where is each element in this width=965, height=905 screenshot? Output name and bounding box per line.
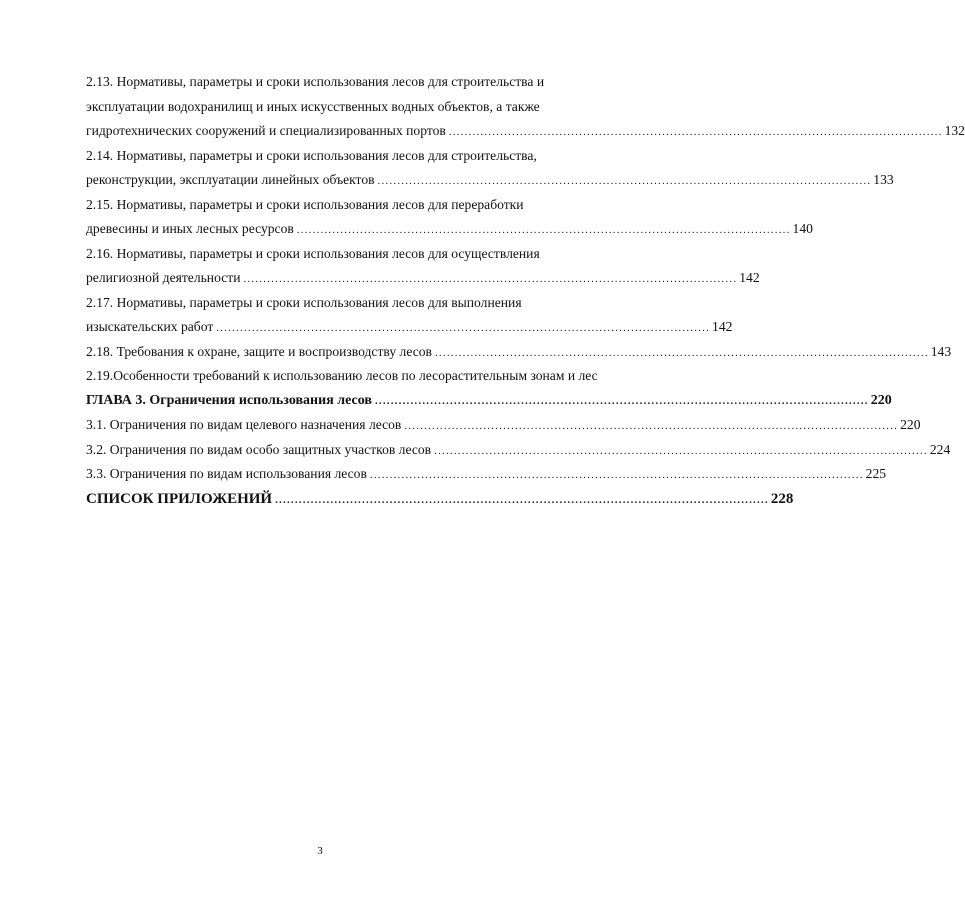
toc-entry-text: 2.19.Особенности требований к использованию лесов по лесорастительным зонам и лес	[86, 368, 598, 383]
toc-page-number: 142	[739, 270, 760, 285]
toc-entry-text: 3.1. Ограничения по видам целевого назначения лесов	[86, 417, 402, 432]
dot-leader: .............................................................................................................................	[374, 394, 869, 407]
toc-entry-text: изыскательских работ	[86, 319, 214, 334]
toc-entry-text: реконструкции, эксплуатации линейных объектов	[86, 172, 375, 187]
toc-page-number: 133	[873, 172, 894, 187]
toc-page-number: 228	[770, 490, 794, 507]
dot-leader: .............................................................................................................................	[434, 444, 928, 457]
table-of-contents	[86, 70, 965, 511]
toc-entry-text: 3.2. Ограничения по видам особо защитных участков лесов	[86, 441, 432, 457]
page-number: 3	[317, 845, 323, 857]
toc-page-number: 143	[930, 343, 952, 359]
dot-leader: .............................................................................................................................	[404, 420, 899, 432]
toc-entry-2-17[interactable]	[86, 291, 733, 340]
toc-entry-2-19[interactable]	[86, 364, 606, 389]
dot-leader: .............................................................................................................................	[216, 322, 711, 334]
toc-entry-2-16[interactable]	[86, 242, 760, 291]
toc-page-number: 132	[944, 123, 965, 138]
dot-leader: .............................................................................................................................	[296, 224, 791, 236]
toc-appendices-title: СПИСОК ПРИЛОЖЕНИЙ	[86, 490, 273, 507]
toc-chapter-title: ГЛАВА 3. Ограничения использования лесов	[86, 392, 372, 408]
toc-appendices[interactable]	[86, 487, 794, 512]
toc-entry-2-13[interactable]	[86, 70, 965, 144]
toc-entry-text: 2.18. Требования к охране, защите и воспроизводству лесов	[86, 343, 432, 359]
toc-entry-text: религиозной деятельности	[86, 270, 241, 285]
toc-entry-2-15[interactable]	[86, 193, 813, 242]
toc-page-number: 225	[865, 466, 887, 481]
toc-page-number: 142	[712, 319, 733, 334]
toc-entry-text: 3.3. Ограничения по видам использования лесов	[86, 466, 367, 481]
toc-entry-text: древесины и иных лесных ресурсов	[86, 221, 294, 236]
toc-entry-3-3[interactable]	[86, 462, 887, 487]
toc-page-number: 224	[929, 441, 951, 457]
dot-leader: .............................................................................................................................	[377, 175, 872, 187]
toc-entry-2-14[interactable]	[86, 144, 894, 193]
dot-leader: .............................................................................................................................	[369, 469, 864, 481]
toc-entry-text: эксплуатации водохранилищ и иных искусственных водных объектов, а также	[86, 98, 540, 114]
dot-leader: .............................................................................................................................	[448, 126, 943, 138]
toc-page-number: 140	[792, 221, 813, 236]
toc-entry-text: 2.13. Нормативы, параметры и сроки использования лесов для строительства и	[86, 74, 545, 89]
toc-entry-3-1[interactable]	[86, 413, 921, 438]
toc-entry-3-2[interactable]	[86, 438, 951, 463]
toc-entry-text: 2.14. Нормативы, параметры и сроки использования лесов для строительства,	[86, 147, 537, 163]
toc-entry-text: 2.16. Нормативы, параметры и сроки использования лесов для осуществления	[86, 245, 540, 261]
toc-chapter-3[interactable]	[86, 389, 892, 414]
dot-leader: .............................................................................................................................	[434, 346, 929, 359]
toc-entry-text: 2.15. Нормативы, параметры и сроки использования лесов для переработки	[86, 196, 524, 212]
toc-entry-text: гидротехнических сооружений и специализированных портов	[86, 123, 446, 138]
dot-leader: .............................................................................................................................	[275, 493, 769, 506]
dot-leader: .............................................................................................................................	[243, 273, 738, 285]
toc-page-number: 220	[900, 417, 921, 432]
toc-page-number: 220	[870, 392, 892, 408]
toc-entry-2-18[interactable]	[86, 340, 952, 365]
toc-entry-text: 2.17. Нормативы, параметры и сроки использования лесов для выполнения	[86, 294, 522, 310]
